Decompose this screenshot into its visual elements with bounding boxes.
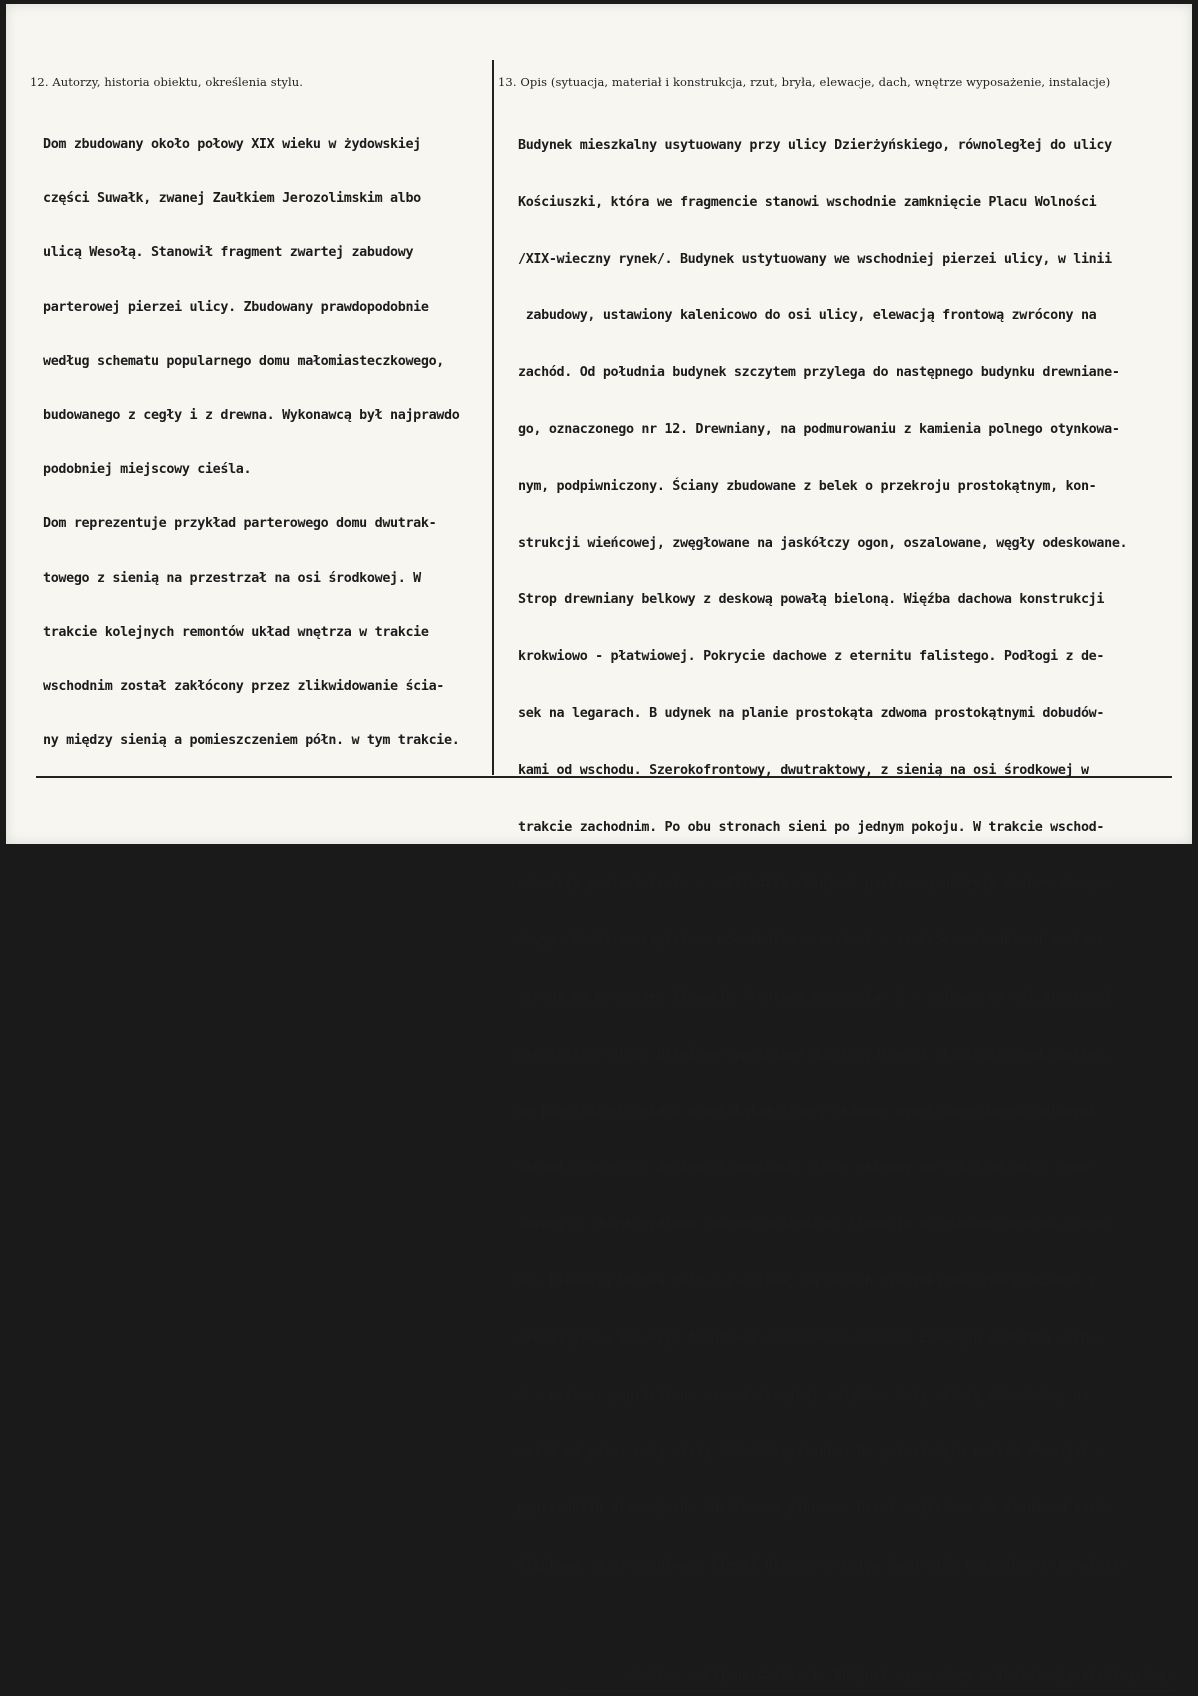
section-13-text [518, 103, 1174, 1684]
text-line: schody na poddasze. Elewacja frontowa zachodnia: 5 - osiowa, na osi środkowej [518, 989, 1112, 1005]
text-line: trakcie zachodnim. Po obu stronach sieni po jednym pokoju. W trakcie wschod- [518, 819, 1105, 835]
text-line: wo. Elewacja boczna półn.: 2-osiowa, na osiach prostokątne otwory okienne z [518, 1273, 1097, 1289]
struck-line-text: chołku, nabijane ćwiekami. Budynek wyposażony w instalację elektryczną. [625, 1668, 1174, 1684]
text-line: prostokątny otwór drzwiowy wypełniony dwuskrzydłowymi drzwiami z nadświetlem, [518, 1046, 1112, 1062]
struck-line-content [564, 1637, 1173, 1696]
section-12-text [43, 103, 459, 783]
text-line: dowym. Poddasze częściowo mieszkalne - z sieni w trakcie zachodnim drewniane [518, 933, 1105, 949]
text-line: krokwiowo - płatwiowej. Pokrycie dachowe z eternitu falistego. Podłogi z de- [518, 649, 1105, 665]
text-line: zachód. Od południa budynek szczytem przylega do następnego budynku drewniane- [518, 365, 1120, 381]
strikethrough-mark [564, 1690, 1173, 1692]
text-line: sek na legarach. B udynek na planie prostokąta zdwoma prostokątnymi dobudów- [518, 705, 1105, 721]
text-line: poprzednich elewacjach. Odeskowana pionowo. Drzwi wejściowe do sieni od zach. [518, 1501, 1112, 1517]
text-line: podobniej miejscowy cieśla. [43, 462, 252, 478]
text-line: Dom reprezentuje przykład parterowego domu dwutrak- [43, 516, 437, 532]
text-line: osi 3 od półn. małą niską dobudówką-sionką. Na pozostałych osiach okna jak w [518, 1444, 1105, 1460]
text-line: części Suwałk, zwanej Zaułkiem Jerozolimskim albo [43, 191, 421, 207]
text-line: ny między sienią a pomieszczeniem półn. w tym trakcie. [43, 733, 460, 749]
text-line: oknami jak w elewacji frontowej. Odeskowana pionowo Elewacja wzdłużna wsch.: [518, 1330, 1105, 1346]
column-divider [492, 60, 494, 775]
text-line: Budynek mieszkalny usytuowany przy ulicy Dzierżyńskiego, równoległej do ulicy [518, 138, 1112, 153]
text-line: trakcie kolejnych remontów układ wnętrza w trakcie [43, 624, 429, 640]
text-line: klepkowe, dwuskrzydłowe. Klepki ułożone w motyw kwadratów ustawionych na wierz- [518, 1557, 1128, 1573]
text-line: ulicą Wesołą. Stanowił fragment zwartej zabudowy [43, 245, 414, 261]
text-line: towego z sienią na przestrzał na osi środkowej. W [43, 570, 421, 586]
struck-text-line [518, 1610, 1174, 1684]
section-12-heading: 12. Autorzy, historia obiektu, określenia stylu. [30, 75, 304, 89]
document-sheet [6, 4, 1192, 1684]
text-line: Kościuszki, która we fragmencie stanowi wschodnie zamknięcie Placu Wolności [518, 194, 1097, 210]
text-line: go, oznaczonego nr 12. Drewniany, na podmurowaniu z kamienia polnego otynkowa- [518, 421, 1120, 437]
text-line: wschodnim został zakłócony przez zlikwidowanie ścia- [43, 678, 445, 694]
text-line: na pozostałych osiach prostokątne otwory okienne wypełnione dwuskrzydłowymi [518, 1103, 1097, 1119]
text-line: zabudowy, ustawiony kalenicowo do osi ulicy, elewacją frontową zwrócony na [518, 308, 1097, 324]
text-line: Dom zbudowany około połowy XIX wieku w żydowskiej [43, 137, 421, 152]
text-line: według schematu popularnego domu małomiasteczkowego, [43, 353, 445, 369]
text-line: parterowej pierzei ulicy. Zbudowany prawdopodobnie [43, 299, 429, 315]
text-line: Strop drewniany belkowy z deskową powałą bieloną. Więźba dachowa konstrukcji [518, 592, 1105, 608]
text-line: budowanego z cegły i z drewna. Wykonawcą był najprawdo [43, 407, 460, 423]
section-13-heading: 13. Opis (sytuacja, materiał i konstrukcja, rzut, bryła, elewacje, dach, wnętrze wyposażenie, instalacje) [498, 75, 1111, 89]
text-line: oknami w prostych deskowych opaskach. Otwór okienny na osi 2 od półn. wypo- [518, 1160, 1097, 1176]
text-line: nym, podpiwniczony. Ściany zbudowane z belek o przekroju prostokątnym, kon- [518, 478, 1097, 494]
text-line: kami od wschodu. Szerokofrontowy, dwutraktowy, z sienią na osi środkowej w [518, 762, 1089, 778]
text-line: sażony w dwuskrzydłowe spągowe okiennice. Elewacja oszalowana deskami piono- [518, 1217, 1112, 1233]
text-line: strukcji wieńcowej, zwęgłowane na jaskółczy ogon, oszalowane, węgły odeskowane. [518, 535, 1128, 551]
text-line: /XIX-wieczny rynek/. Budynek ustytuowany we wschodniej pierzei ulicy, w linii [518, 251, 1112, 267]
text-line: nim trzy pomieszczenia w amfiladzie. Budynek parterowy nakryty dachem dwuspa- [518, 876, 1112, 892]
text-line: 4 - osiowa, poprzedzona na osi skrajnej od półn. dużą niższą dobudówką, na [518, 1387, 1089, 1403]
